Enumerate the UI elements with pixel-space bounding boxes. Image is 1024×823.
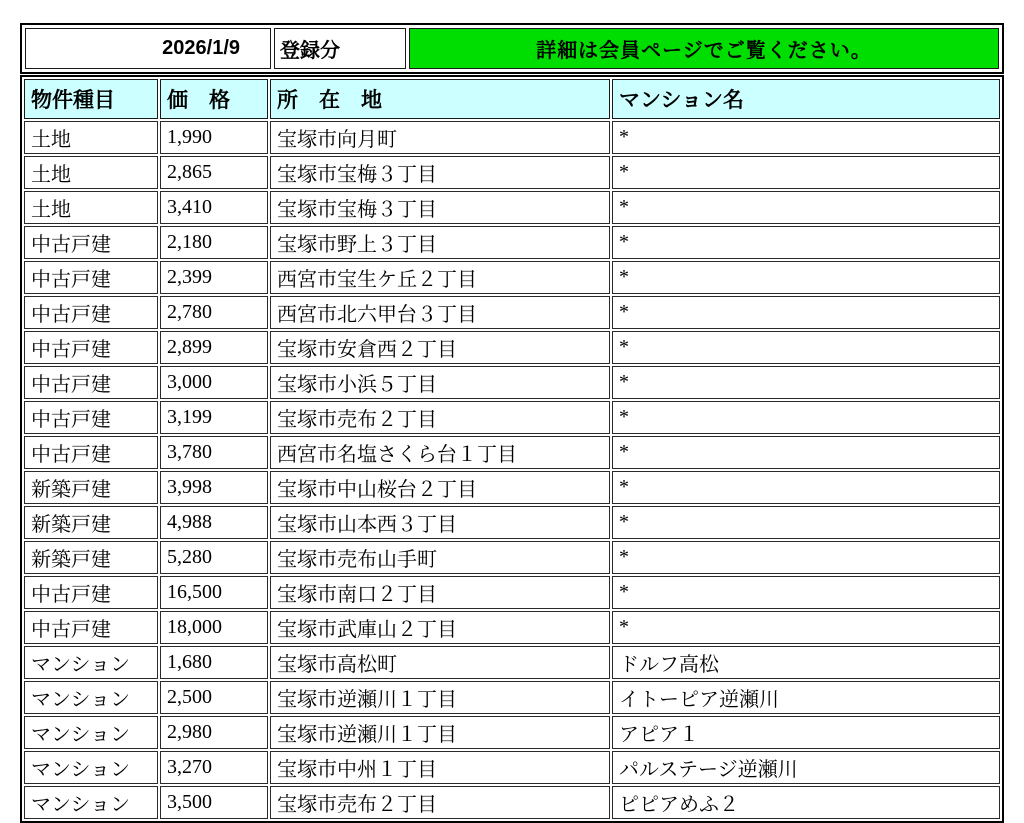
table-row bbox=[24, 436, 1000, 469]
property-type-cell: マンション bbox=[24, 716, 158, 749]
location-cell: 宝塚市高松町 bbox=[270, 646, 610, 679]
table-row bbox=[24, 541, 1000, 574]
mansion-name-cell: * bbox=[612, 366, 1000, 399]
property-type-cell: マンション bbox=[24, 751, 158, 784]
mansion-name-cell: * bbox=[612, 121, 1000, 154]
location-cell: 宝塚市売布山手町 bbox=[270, 541, 610, 574]
table-row bbox=[24, 751, 1000, 784]
property-type-cell: 中古戸建 bbox=[24, 436, 158, 469]
table-row bbox=[24, 261, 1000, 294]
mansion-name-cell: ピピアめふ２ bbox=[612, 786, 1000, 819]
location-cell: 宝塚市安倉西２丁目 bbox=[270, 331, 610, 364]
mansion-name-cell: * bbox=[612, 156, 1000, 189]
column-header-property-type: 物件種目 bbox=[24, 79, 158, 119]
price-cell: 5,280 bbox=[160, 541, 268, 574]
property-type-cell: 土地 bbox=[24, 191, 158, 224]
price-cell: 2,980 bbox=[160, 716, 268, 749]
location-cell: 宝塚市野上３丁目 bbox=[270, 226, 610, 259]
mansion-name-cell: * bbox=[612, 471, 1000, 504]
table-row bbox=[24, 121, 1000, 154]
price-cell: 2,865 bbox=[160, 156, 268, 189]
table-row bbox=[24, 471, 1000, 504]
location-cell: 宝塚市売布２丁目 bbox=[270, 401, 610, 434]
member-page-notice-banner: 詳細は会員ページでご覧ください。 bbox=[409, 28, 999, 69]
price-cell: 3,199 bbox=[160, 401, 268, 434]
location-cell: 宝塚市南口２丁目 bbox=[270, 576, 610, 609]
mansion-name-cell: イトーピア逆瀬川 bbox=[612, 681, 1000, 714]
property-type-cell: マンション bbox=[24, 786, 158, 819]
mansion-name-cell: * bbox=[612, 296, 1000, 329]
mansion-name-cell: * bbox=[612, 401, 1000, 434]
mansion-name-cell: * bbox=[612, 436, 1000, 469]
price-cell: 1,990 bbox=[160, 121, 268, 154]
price-cell: 3,998 bbox=[160, 471, 268, 504]
property-type-cell: 新築戸建 bbox=[24, 541, 158, 574]
mansion-name-cell: * bbox=[612, 191, 1000, 224]
table-row bbox=[24, 296, 1000, 329]
price-cell: 3,780 bbox=[160, 436, 268, 469]
location-cell: 宝塚市中山桜台２丁目 bbox=[270, 471, 610, 504]
location-cell: 宝塚市小浜５丁目 bbox=[270, 366, 610, 399]
column-header-mansion-name: マンション名 bbox=[612, 79, 1000, 119]
listings-body bbox=[24, 121, 1000, 819]
listings-header-row bbox=[24, 79, 1000, 119]
mansion-name-cell: * bbox=[612, 506, 1000, 539]
table-row bbox=[24, 191, 1000, 224]
location-cell: 宝塚市逆瀬川１丁目 bbox=[270, 716, 610, 749]
table-row bbox=[24, 156, 1000, 189]
price-cell: 3,410 bbox=[160, 191, 268, 224]
property-type-cell: 中古戸建 bbox=[24, 576, 158, 609]
property-type-cell: 中古戸建 bbox=[24, 611, 158, 644]
column-header-price: 価 格 bbox=[160, 79, 268, 119]
mansion-name-cell: パルステージ逆瀬川 bbox=[612, 751, 1000, 784]
location-cell: 宝塚市逆瀬川１丁目 bbox=[270, 681, 610, 714]
mansion-name-cell: * bbox=[612, 261, 1000, 294]
property-type-cell: 中古戸建 bbox=[24, 261, 158, 294]
mansion-name-cell: * bbox=[612, 226, 1000, 259]
price-cell: 2,399 bbox=[160, 261, 268, 294]
header-bar bbox=[20, 23, 1004, 74]
location-cell: 宝塚市山本西３丁目 bbox=[270, 506, 610, 539]
price-cell: 4,988 bbox=[160, 506, 268, 539]
location-cell: 宝塚市中州１丁目 bbox=[270, 751, 610, 784]
price-cell: 1,680 bbox=[160, 646, 268, 679]
location-cell: 宝塚市向月町 bbox=[270, 121, 610, 154]
price-cell: 2,500 bbox=[160, 681, 268, 714]
property-type-cell: マンション bbox=[24, 681, 158, 714]
table-row bbox=[24, 681, 1000, 714]
table-row bbox=[24, 716, 1000, 749]
registration-category-label: 登録分 bbox=[274, 28, 406, 69]
header-row bbox=[25, 28, 999, 69]
table-row bbox=[24, 506, 1000, 539]
location-cell: 西宮市宝生ケ丘２丁目 bbox=[270, 261, 610, 294]
table-row bbox=[24, 611, 1000, 644]
mansion-name-cell: * bbox=[612, 541, 1000, 574]
location-cell: 宝塚市宝梅３丁目 bbox=[270, 191, 610, 224]
location-cell: 宝塚市宝梅３丁目 bbox=[270, 156, 610, 189]
property-type-cell: 中古戸建 bbox=[24, 366, 158, 399]
property-type-cell: 中古戸建 bbox=[24, 226, 158, 259]
property-type-cell: 中古戸建 bbox=[24, 331, 158, 364]
page-content bbox=[20, 23, 1004, 823]
table-row bbox=[24, 786, 1000, 819]
column-header-location: 所 在 地 bbox=[270, 79, 610, 119]
table-row bbox=[24, 576, 1000, 609]
price-cell: 16,500 bbox=[160, 576, 268, 609]
property-type-cell: 中古戸建 bbox=[24, 296, 158, 329]
table-row bbox=[24, 331, 1000, 364]
price-cell: 3,000 bbox=[160, 366, 268, 399]
table-row bbox=[24, 366, 1000, 399]
table-row bbox=[24, 226, 1000, 259]
location-cell: 宝塚市売布２丁目 bbox=[270, 786, 610, 819]
property-type-cell: マンション bbox=[24, 646, 158, 679]
mansion-name-cell: * bbox=[612, 576, 1000, 609]
property-type-cell: 土地 bbox=[24, 121, 158, 154]
mansion-name-cell: * bbox=[612, 331, 1000, 364]
mansion-name-cell: * bbox=[612, 611, 1000, 644]
registration-date: 2026/1/9 bbox=[25, 28, 271, 69]
property-type-cell: 新築戸建 bbox=[24, 506, 158, 539]
price-cell: 3,500 bbox=[160, 786, 268, 819]
price-cell: 3,270 bbox=[160, 751, 268, 784]
mansion-name-cell: アピア１ bbox=[612, 716, 1000, 749]
property-type-cell: 土地 bbox=[24, 156, 158, 189]
price-cell: 2,899 bbox=[160, 331, 268, 364]
listings-table bbox=[20, 75, 1004, 823]
price-cell: 2,180 bbox=[160, 226, 268, 259]
price-cell: 18,000 bbox=[160, 611, 268, 644]
property-type-cell: 新築戸建 bbox=[24, 471, 158, 504]
location-cell: 宝塚市武庫山２丁目 bbox=[270, 611, 610, 644]
table-row bbox=[24, 646, 1000, 679]
mansion-name-cell: ドルフ高松 bbox=[612, 646, 1000, 679]
price-cell: 2,780 bbox=[160, 296, 268, 329]
property-type-cell: 中古戸建 bbox=[24, 401, 158, 434]
table-row bbox=[24, 401, 1000, 434]
location-cell: 西宮市北六甲台３丁目 bbox=[270, 296, 610, 329]
location-cell: 西宮市名塩さくら台１丁目 bbox=[270, 436, 610, 469]
